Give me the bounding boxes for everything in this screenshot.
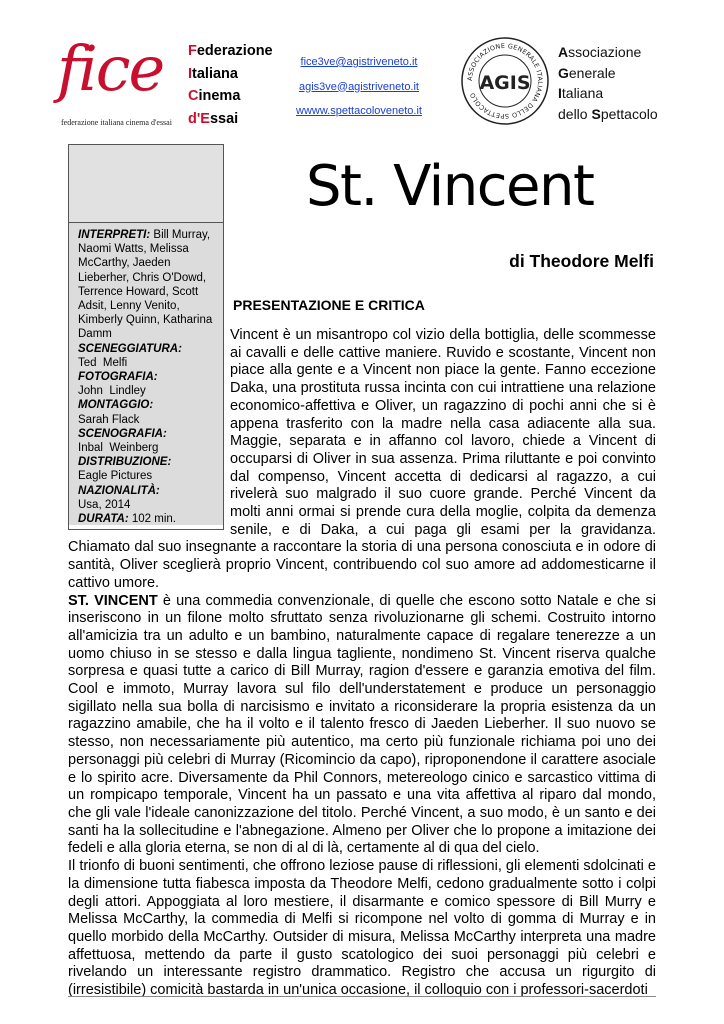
contact-links [285, 54, 433, 128]
review-body [68, 327, 656, 1000]
agis-seal-logo [461, 37, 549, 125]
agis-email-link[interactable]: agis3ve@agistriveneto.it [298, 80, 419, 93]
footer-divider [68, 996, 656, 997]
review-paragraph-3: Il trionfo di buoni sentimenti, che offrono leziose pause di riflessioni, gli elementi sdolcinati e la dimensione tutta fiabesca imposta da Theodore Melfi, cedono gradualmente sotto i colpi degli attori. Appoggiata al loro mestiere, il disarmante e comico spessore di Bill Murry e Melissa McCarthy, la commedia di Melfi si ricompone nel volto di gomma di Murray e in quello morbido della McCarthy. Outsider di misura, Melissa McCarthy interpreta una madre affettuosa, mettendo da parte il gusto scatologico dei suoi personaggi più celebri e rivelando un interessante registro drammatico. Registro che accusa un rigurgito di (irresistibile) comicità bastarda in un'unica occasione, il colloquio con i professori-sacerdoti [68, 858, 656, 999]
credit-distribuzione-value: Eagle Pictures [78, 470, 153, 483]
agis-name-line: dello Spettacolo [558, 105, 658, 122]
website-link[interactable]: wwww.spettacoloveneto.it [296, 105, 422, 117]
agis-name-line: Italiana [558, 85, 604, 101]
fice-logo-word: fice [57, 32, 164, 105]
agis-name-line: Associazione [558, 44, 642, 60]
credit-fotografia-label: FOTOGRAFIA: [78, 371, 158, 384]
credits-box-spacer [68, 327, 230, 535]
section-heading: PRESENTAZIONE E CRITICA [233, 297, 425, 313]
film-photo-placeholder [69, 145, 223, 223]
credit-distribuzione-label: DISTRIBUZIONE: [78, 456, 172, 469]
fice-logo [55, 34, 183, 130]
review-paragraph-1: Vincent è un misantropo col vizio della bottiglia, delle scommesse ai cavalli e delle cattive maniere. Ruvido e scostante, Vincent non piace alla gente e a Vincent non piace la gente. Fanno eccezione Daka, una prostituta russa incinta con cui intrattiene una relazione economico-affettiva e Oliver, un ragazzino di pochi anni che si è appena trasferito con la madre nella casa adiacente alla sua. Maggie, separata e in affanno col lavoro, chiede a Vincent di occuparsi di Oliver in sua assenza. Prima riluttante e poi convinto dal compenso, Vincent accetta di dedicarsi al ragazzo, a cui rivelerà suo malgrado il suo cuore grande. Perché Vincent da molti anni ormai si prende cura della moglie, colpita da demenza senile, e di Daka, a cui paga gli esami per la gravidanza. Chiamato dal suo insegnante a raccontare la storia di una persona conosciuta e in odore di santità, Oliver sceglierà proprio Vincent, contribuendo col suo amore ad addomesticarne il cattivo umore. [68, 327, 656, 591]
film-title-inline: ST. VINCENT [68, 592, 158, 609]
fice-email-link[interactable]: fice3ve@agistriveneto.it [300, 56, 418, 68]
credit-montaggio-value: Sarah Flack [78, 413, 140, 426]
review-paragraph-2: ST. VINCENT è una commedia convenzionale, di quelle che escono sotto Natale e che si inseriscono in un filone molto sfruttato senza rivoluzionarne gli schemi. Costruito intorno all'amicizia tra un adulto e un bambino, naturalmente capace di regalare tenerezze a un uomo chiuso in se stesso e dalla lingua tagliente, nondimeno St. Vincent riserva qualche sorpresa e quasi tutte a carico di Bill Murray, ragion d'essere e garanzia emotiva del film. Cool e immoto, Murray lavora sul filo dell'understatement e produce un personaggio sigillato nella sua bolla di narcisismo e invitato a riconsiderare la propria esistenza da un ragazzino amabile, che ha il volto e il talento fresco di Jaeden Lieberher. Il suo nuovo se stesso, non necessariamente più autentico, ma certo più funzionale richiama poi uno dei personaggi più celebri di Murray (Ricomincio da capo), riproponendone il carattere asociale e lo spirito acre. Diversamente da Phil Connors, metereologo cinico e sarcastico vittima di un rompicapo temporale, Vincent ha un passato e una vita affettiva al riparo dal mondo, che gli vale l'ideale canonizzazione del titolo. Perché Vincent, a suo modo, è un santo e dei santi ha la sollecitudine e l'abnegazione. Almeno per Oliver che lo propone a imitazione dei fedeli e alla gloria eterna, se non di al di là, certamente al di qua del cielo. [68, 592, 656, 857]
fice-logo-tagline: federazione italiana cinema d'essai [61, 118, 172, 127]
agis-name [558, 42, 658, 124]
fice-name-line: d'Essai [188, 110, 239, 127]
film-title: St. Vincent [306, 154, 594, 219]
credit-nazionalita-value: Usa, 2014 [78, 498, 131, 511]
credit-sceneggiatura-value: Ted Melfi [78, 356, 128, 369]
credit-montaggio-label: MONTAGGIO: [78, 399, 154, 412]
fice-name-line: Italiana [188, 65, 238, 82]
fice-name [188, 40, 273, 130]
fice-name-line: Cinema [188, 88, 241, 104]
director-line: di Theodore Melfi [509, 251, 654, 271]
credit-interpreti: INTERPRETI: Bill Murray, Naomi Watts, Melissa McCarthy, Jaeden Lieberher, Chris O'Dowd, Terrence Howard, Scott Adsit, Lenny Venito, Kimberly Quinn, Katharina Damm [78, 229, 213, 341]
credit-nazionalita-label: NAZIONALITÀ: [78, 484, 160, 497]
credit-fotografia-value: John Lindley [78, 385, 146, 398]
credit-scenografia-label: SCENOGRAFIA: [78, 427, 167, 440]
credit-durata: DURATA: 102 min. [78, 513, 176, 526]
agis-name-line: Generale [558, 64, 616, 81]
agis-seal-center-text: AGIS [479, 72, 531, 94]
agis-seal-ring-text: ASSOCIAZIONE GENERALE ITALIANA DELLO SPETTACOLO [465, 41, 545, 121]
credit-sceneggiatura-label: SCENEGGIATURA: [78, 342, 182, 355]
fice-name-line: Federazione [188, 43, 273, 59]
credit-scenografia-value: Inbal Weinberg [78, 442, 159, 455]
